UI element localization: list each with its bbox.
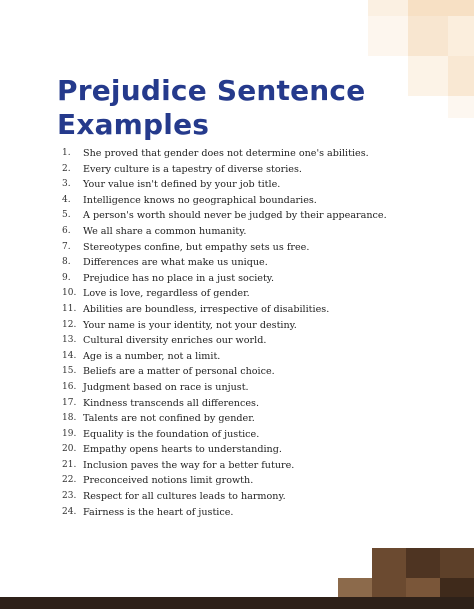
decor-block [406, 548, 440, 578]
list-item [62, 333, 362, 349]
list-item-text: Cultural diversity enriches our world. [83, 335, 267, 347]
list-item [62, 146, 369, 162]
list-item-text: Prejudice has no place in a just society. [83, 272, 275, 284]
list-item-text: Abilities are boundless, irrespective of disabilities. [83, 303, 330, 315]
list-item-number: 19. [62, 428, 77, 439]
list-item [62, 177, 362, 193]
list-item-number: 7. [62, 241, 71, 252]
list-item-number: 5. [62, 210, 71, 221]
list-item [62, 489, 362, 505]
page-title [57, 74, 365, 142]
list-item [62, 302, 362, 318]
sentence-list [62, 146, 387, 520]
list-item-number: 3. [62, 179, 71, 190]
list-item-number: 12. [62, 319, 77, 330]
list-item-number: 21. [62, 459, 77, 470]
list-item-number: 1. [62, 148, 71, 158]
list-item [62, 349, 362, 365]
list-item-text: Talents are not confined by gender. [83, 413, 255, 425]
list-item [62, 442, 362, 458]
decor-block [440, 548, 474, 578]
list-item [62, 193, 362, 209]
list-item-number: 22. [62, 475, 77, 486]
list-item-number: 9. [62, 272, 71, 283]
list-item-number: 18. [62, 413, 77, 424]
list-item [62, 458, 362, 474]
decor-square [368, 16, 408, 56]
list-item-number: 10. [62, 288, 77, 299]
list-item [62, 271, 362, 287]
list-item-text: Stereotypes confine, but empathy sets us free. [83, 241, 310, 253]
list-item [62, 240, 362, 256]
list-item-text: Love is love, regardless of gender. [83, 288, 250, 300]
list-item [62, 162, 362, 178]
decor-square [408, 16, 448, 56]
title-line-1: Prejudice Sentence [57, 74, 366, 107]
decor-square [368, 0, 408, 16]
list-item [62, 286, 362, 302]
list-item-number: 24. [62, 506, 77, 517]
title-line-2: Examples [57, 108, 210, 141]
list-item-text: Inclusion paves the way for a better future. [83, 459, 295, 471]
list-item [62, 411, 362, 427]
list-item [62, 473, 362, 489]
list-item [62, 505, 362, 521]
list-item [62, 318, 362, 334]
list-item-number: 15. [62, 366, 77, 377]
list-item [62, 208, 387, 224]
decor-square [448, 56, 474, 96]
list-item-text: A person's worth should never be judged by their appearance. [83, 210, 387, 222]
list-item [62, 224, 362, 240]
list-item-number: 13. [62, 335, 77, 346]
list-item-text: Your value isn't defined by your job title. [83, 179, 281, 191]
list-item-text: Age is a number, not a limit. [83, 350, 221, 362]
decor-square [408, 0, 474, 16]
list-item-text: Differences are what make us unique. [83, 257, 268, 269]
list-item-text: Every culture is a tapestry of diverse stories. [83, 163, 302, 175]
list-item-number: 23. [62, 491, 77, 502]
list-item [62, 364, 362, 380]
list-item-number: 11. [62, 303, 77, 314]
list-item-text: She proved that gender does not determine one's abilities. [83, 148, 369, 159]
list-item-text: We all share a common humanity. [83, 225, 247, 237]
list-item-text: Equality is the foundation of justice. [83, 428, 260, 440]
list-item-number: 14. [62, 350, 77, 361]
list-item-text: Empathy opens hearts to understanding. [83, 444, 282, 456]
list-item-text: Beliefs are a matter of personal choice. [83, 366, 275, 378]
list-item [62, 396, 362, 412]
decor-square [408, 56, 448, 96]
decor-square [448, 16, 474, 56]
list-item-number: 8. [62, 257, 71, 268]
list-item-text: Preconceived notions limit growth. [83, 475, 254, 487]
list-item [62, 380, 362, 396]
list-item-text: Respect for all cultures leads to harmony. [83, 491, 286, 503]
list-item-text: Kindness transcends all differences. [83, 397, 259, 409]
list-item-number: 6. [62, 225, 71, 236]
bottom-bar [0, 597, 474, 609]
list-item [62, 255, 362, 271]
list-item-number: 4. [62, 194, 71, 205]
list-item-number: 20. [62, 444, 77, 455]
list-item-text: Fairness is the heart of justice. [83, 506, 234, 518]
list-item [62, 427, 362, 443]
list-item-number: 16. [62, 381, 77, 392]
list-item-text: Your name is your identity, not your destiny. [83, 319, 297, 331]
list-item-number: 2. [62, 163, 71, 174]
list-item-text: Judgment based on race is unjust. [83, 381, 249, 393]
list-item-number: 17. [62, 397, 77, 408]
list-item-text: Intelligence knows no geographical boundaries. [83, 194, 317, 206]
decor-square [448, 96, 474, 118]
